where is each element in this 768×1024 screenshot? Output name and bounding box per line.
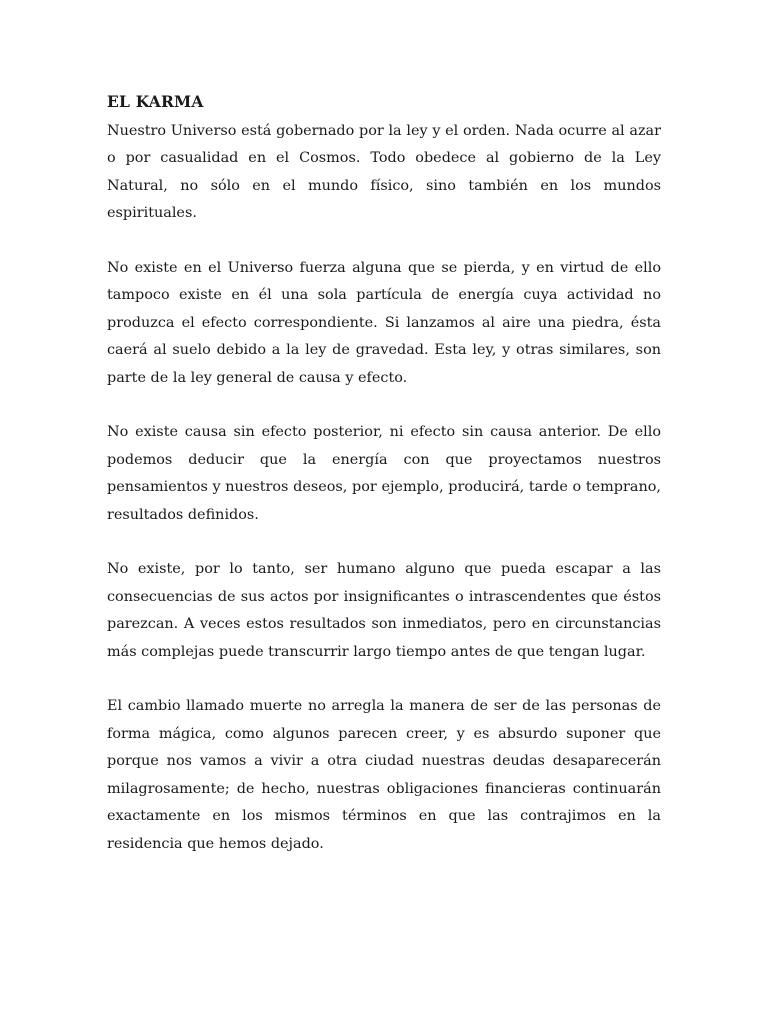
paragraph-2: No existe en el Universo fuerza alguna que se pierda, y en virtud de ello tampoco existe en él una sola partícula de energía cuya actividad no produzca el efecto correspondiente. Si lanzamos al aire una piedra, ésta caerá al suelo debido a la ley de gravedad. Esta ley, y otras similares, son parte de la ley general de causa y efecto. — [107, 260, 661, 386]
paragraph-5: El cambio llamado muerte no arregla la manera de ser de las personas de forma mágica, como algunos parecen creer, y es absurdo suponer que porque nos vamos a vivir a otra ciudad nuestras deudas desaparecerán milagrosamente; de hecho, nuestras obligaciones financieras continuarán exactamente en los mismos términos en que las contrajimos en la residencia que hemos dejado. — [107, 698, 661, 852]
document-body — [107, 91, 661, 885]
document-title: EL KARMA — [107, 92, 204, 111]
paragraph-3: No existe causa sin efecto posterior, ni efecto sin causa anterior. De ello podemos deducir que la energía con que proyectamos nuestros pensamientos y nuestros deseos, por ejemplo, producirá, tarde o temprano, resultados definidos. — [107, 424, 661, 523]
paragraph-1: Nuestro Universo está gobernado por la ley y el orden. Nada ocurre al azar o por casualidad en el Cosmos. Todo obedece al gobierno de la Ley Natural, no sólo en el mundo físico, sino también en los mundos espirituales. — [107, 123, 661, 222]
paragraph-4: No existe, por lo tanto, ser humano alguno que pueda escapar a las consecuencias de sus actos por insignificantes o intrascendentes que éstos parezcan. A veces estos resultados son inmediatos, pero en circunstancias más complejas puede transcurrir largo tiempo antes de que tengan lugar. — [107, 561, 661, 660]
